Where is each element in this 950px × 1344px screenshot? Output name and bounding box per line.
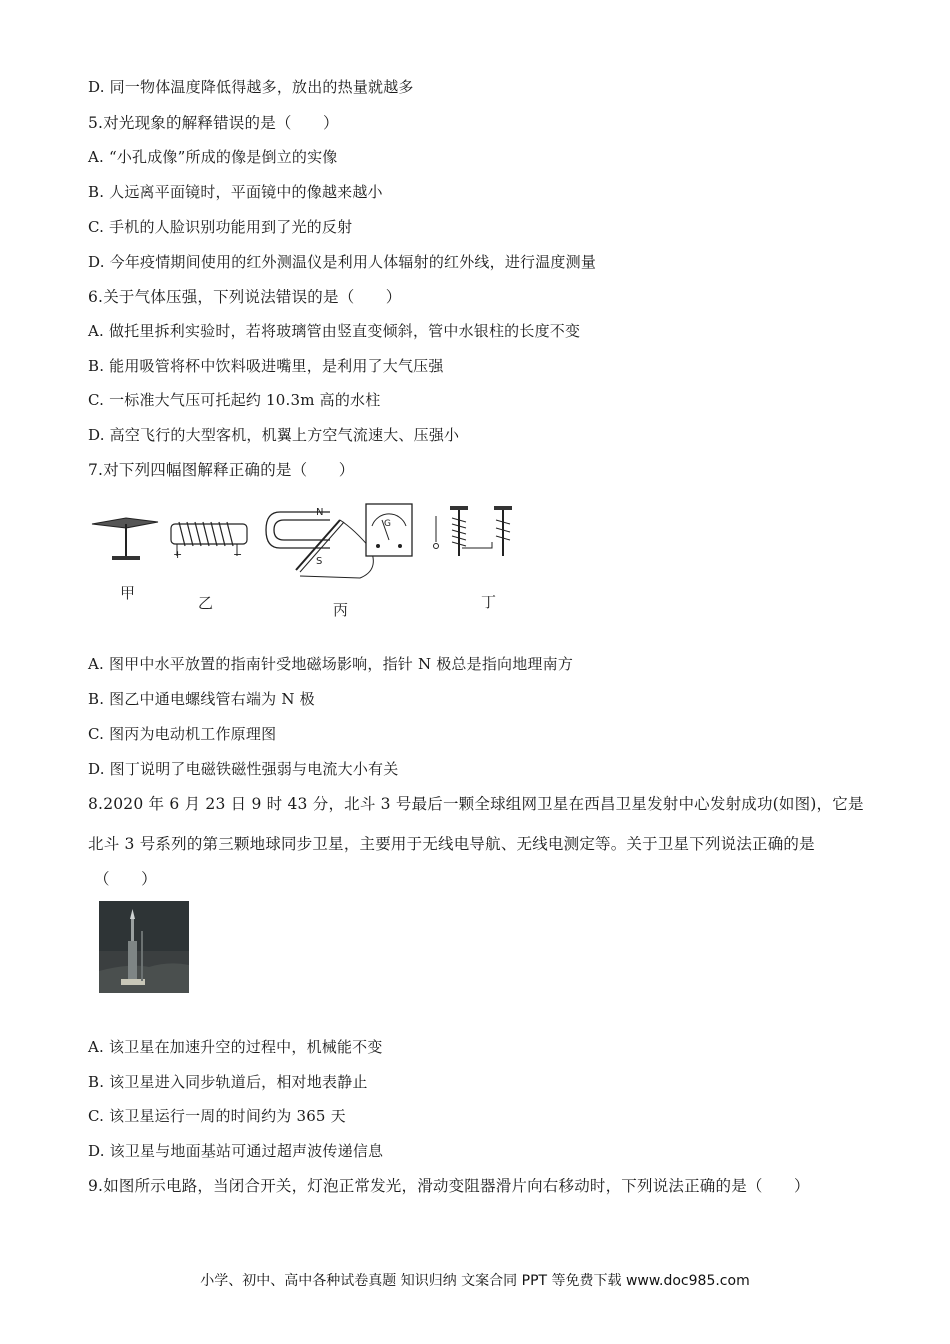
- q8-option-c: C. 该卫星运行一周的时间约为 365 天: [88, 1107, 346, 1125]
- q6-stem: 6.关于气体压强，下列说法错误的是（ ）: [88, 288, 402, 306]
- q4-option-d: D. 同一物体温度降低得越多，放出的热量就越多: [88, 78, 414, 96]
- q5-option-a: A. “小孔成像”所成的像是倒立的实像: [88, 148, 338, 166]
- q9-stem: 9.如图所示电路，当闭合开关，灯泡正常发光，滑动变阻器滑片向右移动时，下列说法正确的是（ ）: [88, 1177, 810, 1195]
- q7-option-d: D. 图丁说明了电磁铁磁性强弱与电流大小有关: [88, 760, 399, 778]
- q7-option-b: B. 图乙中通电螺线管右端为 N 极: [88, 690, 315, 708]
- q5-stem: 5.对光现象的解释错误的是（ ）: [88, 114, 339, 132]
- page-footer: 小学、初中、高中各种试卷真题 知识归纳 文案合同 PPT 等免费下载 www.doc985.com: [200, 1273, 750, 1289]
- q6-option-a: A. 做托里拆利实验时，若将玻璃管由竖直变倾斜，管中水银柱的长度不变: [88, 322, 581, 340]
- q5-option-b: B. 人远离平面镜时，平面镜中的像越来越小: [88, 183, 383, 201]
- s-pole-label: S: [316, 556, 323, 567]
- q8-stem-line1: 8.2020 年 6 月 23 日 9 时 43 分，北斗 3 号最后一颗全球组网卫星在西昌卫星发射中心发射成功(如图)，它是: [88, 795, 864, 813]
- figure-label-yi: 乙: [198, 594, 214, 612]
- figure-label-jia: 甲: [120, 584, 136, 602]
- q8-stem-line3: （ ）: [94, 870, 157, 888]
- q8-option-a: A. 该卫星在加速升空的过程中，机械能不变: [88, 1038, 383, 1056]
- q8-stem-line2: 北斗 3 号系列的第三颗地球同步卫星，主要用于无线电导航、无线电测定等。关于卫星下列说法正确的是: [88, 835, 815, 853]
- n-pole-label: N: [316, 507, 324, 518]
- q7-option-a: A. 图甲中水平放置的指南针受地磁场影响，指针 N 极总是指向地理南方: [88, 655, 574, 673]
- q8-option-d: D. 该卫星与地面基站可通过超声波传递信息: [88, 1142, 384, 1160]
- plus-sign: +: [173, 548, 183, 561]
- minus-sign: −: [233, 548, 243, 561]
- q8-option-b: B. 该卫星进入同步轨道后，相对地表静止: [88, 1073, 368, 1091]
- q5-option-c: C. 手机的人脸识别功能用到了光的反射: [88, 218, 353, 236]
- q6-option-c: C. 一标准大气压可托起约 10.3m 高的水柱: [88, 391, 381, 409]
- q7-option-c: C. 图丙为电动机工作原理图: [88, 725, 277, 743]
- q7-stem: 7.对下列四幅图解释正确的是（ ）: [88, 461, 355, 479]
- electromagnet-diagram: [432, 502, 522, 572]
- q5-option-d: D. 今年疫情期间使用的红外测温仪是利用人体辐射的红外线，进行温度测量: [88, 253, 597, 271]
- rocket-launch-photo: [99, 901, 189, 993]
- q6-option-d: D. 高空飞行的大型客机，机翼上方空气流速大、压强小: [88, 426, 460, 444]
- figure-label-ding: 丁: [481, 593, 497, 611]
- q6-option-b: B. 能用吸管将杯中饮料吸进嘴里，是利用了大气压强: [88, 357, 444, 375]
- induction-diagram: [260, 500, 420, 590]
- figure-label-bing: 丙: [333, 601, 349, 619]
- compass-diagram: [88, 510, 163, 570]
- galvanometer-label: G: [384, 519, 391, 529]
